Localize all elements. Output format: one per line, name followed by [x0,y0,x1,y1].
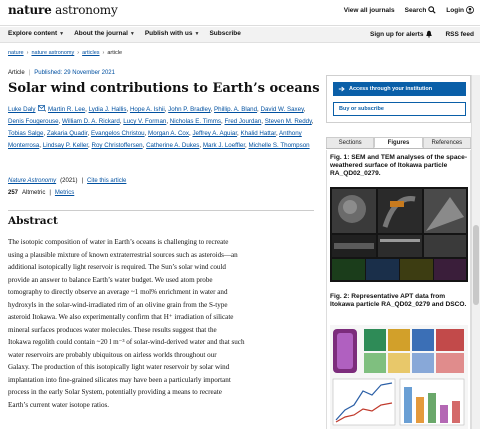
figure-1-caption[interactable]: Fig. 1: SEM and TEM analyses of the space-weathered surface of Itokawa particle RA_QD02_0279. [330,154,468,177]
journal-logo[interactable] [8,3,118,17]
author-link[interactable]: Lydia J. Hallis [88,106,127,113]
top-links [344,6,474,14]
author-separator: , [44,106,48,113]
author-link[interactable]: Denis Fougerouse [8,118,59,125]
author-separator: , [188,130,193,137]
author-link[interactable]: David W. Saxey [260,106,304,113]
publish-label: Publish with us [144,30,193,37]
tab-sections[interactable]: Sections [326,137,374,148]
author-link[interactable]: Evangelos Christou [90,130,145,137]
access-institution-button[interactable] [333,82,466,96]
nav-bar [0,27,480,43]
journal-name-link[interactable]: Nature Astronomy [8,178,57,184]
figures-panel [326,150,471,429]
scrollbar-thumb[interactable] [473,225,479,305]
logo-bold: nature [8,3,52,17]
access-box [326,75,471,123]
cite-article-link[interactable]: Cite this article [87,178,127,184]
abstract-line: Galaxy. The production of this isotopically light water reservoir by solar wind [8,363,230,371]
abstract-line: implantation into fine-grained silicates may have been a particularly important [8,375,231,384]
author-link[interactable]: Anthony Monterrosa [8,130,302,149]
breadcrumb-separator: › [77,50,80,56]
author-link[interactable]: Zakaria Quadir [46,130,88,137]
rss-label: RSS feed [445,30,474,38]
author-separator: , [126,106,130,113]
author-separator: , [164,106,169,113]
journal-year: (2021) [60,178,78,184]
author-link[interactable]: Michelle S. Thompson [248,142,310,149]
author-separator: , [237,130,241,137]
published-date: Published: 29 November 2021 [34,70,115,76]
meta-divider: | [49,190,51,196]
author-link[interactable]: Fred Jourdan [224,118,262,125]
journal-line [8,178,126,184]
author-link[interactable]: John P. Bradley [168,106,211,113]
author-link[interactable]: Nicholas E. Timms [169,118,222,125]
author-separator: , [87,130,91,137]
author-separator: , [58,118,63,125]
figure-2-thumbnail[interactable] [330,325,468,429]
abstract-line: additional isotopically light reservoir is required. The Sun’s solar wind could [8,263,226,271]
bell-icon [425,30,433,38]
figure-1-thumbnail[interactable] [330,187,468,282]
search-label: Search [404,6,427,14]
author-separator: , [88,142,92,149]
chevron-down-icon: ▼ [129,30,135,37]
nav-left [8,30,241,37]
article-meta [8,70,115,76]
about-label: About the journal [74,30,128,37]
search-button[interactable] [405,6,437,14]
abstract-line: asteroid Itokawa. We also experimentally confirm that H⁺ irradiation of silicate [8,313,234,321]
abstract-line: provide an answer to balance Earth’s water budget. We used atom probe [8,275,213,284]
search-icon [428,6,436,14]
breadcrumb-separator: › [26,50,29,56]
author-separator: , [245,142,249,149]
author-link[interactable]: Mark J. Loeffler [202,142,246,149]
author-separator: , [85,106,89,113]
tab-figures[interactable]: Figures [374,137,422,148]
abstract-line: The isotopic composition of water in Earth’s oceans is challenging to recreate [8,238,229,246]
author-separator: , [166,118,170,125]
explore-content-menu[interactable] [8,30,64,37]
abstract-divider [8,210,314,211]
author-link[interactable]: Catherine A. Dukes [146,142,200,149]
author-separator: , [257,106,261,113]
abstract-line: tomography to directly observe an average ~1 mol% enrichment in water and [8,288,228,296]
author-separator: , [311,118,314,125]
author-link[interactable]: Martin R. Lee [47,106,86,113]
author-link[interactable]: Morgan A. Cox [148,130,189,137]
author-link[interactable]: Jeffrey A. Aguiar [192,130,238,137]
article-type: Article [8,70,25,76]
breadcrumb-articles[interactable]: articles [82,50,100,56]
email-icon[interactable] [38,105,45,111]
author-separator: , [303,106,306,113]
author-link[interactable]: Roy Christoffersen [91,142,143,149]
abstract-line: process in the early Solar System, potentially providing a means to recreate [8,388,222,396]
signup-label: Sign up for alerts [370,30,424,38]
author-link[interactable]: Lindsay P. Keller [42,142,89,149]
author-link[interactable]: William D. A. Rickard [62,118,120,125]
breadcrumb-article: article [107,50,123,56]
author-link[interactable]: Phillip. A. Bland [214,106,258,113]
abstract-line: water reservoirs are probably ubiquitous on airless worlds throughout our [8,350,217,359]
author-link[interactable]: Tobias Salge [8,130,44,137]
author-separator: , [119,118,124,125]
author-separator: , [275,130,280,137]
author-separator: , [39,142,43,149]
signup-alerts-link[interactable] [370,30,433,38]
explore-label: Explore content [8,30,58,37]
breadcrumb-separator: › [102,50,105,56]
publish-menu[interactable] [145,30,200,37]
author-link[interactable]: Steven M. Reddy [264,118,312,125]
abstract-heading: Abstract [8,215,58,227]
altmetric-count: 257 [8,190,19,196]
chevron-down-icon: ▼ [59,30,65,37]
author-link[interactable]: Luke Daly [8,106,36,113]
author-link[interactable]: Hope A. Ishii [129,106,165,113]
view-all-journals-link[interactable] [344,7,395,14]
breadcrumb-nature-astronomy[interactable]: nature astronomy [31,50,75,56]
author-separator: , [221,118,225,125]
access-label: Access through your institution [349,86,433,92]
arrow-right-icon [338,85,346,93]
nav-right [370,30,474,38]
meta-divider: | [28,70,31,76]
rss-feed-link[interactable] [445,30,474,38]
article-title: Solar wind contributions to Earth’s oceans [8,81,320,96]
view-all-label: View all journals [343,6,395,14]
author-separator: , [142,142,147,149]
sidebar-tabs [326,137,471,149]
breadcrumb [8,50,122,56]
subscribe-link[interactable] [209,30,240,37]
buy-subscribe-button[interactable] [333,102,466,116]
login-button[interactable] [446,6,474,14]
tab-references[interactable]: References [423,137,471,148]
figure-2-caption[interactable]: Fig. 2: Representative APT data from Itokawa particle RA_QD02_0279 and DSCO. [330,293,467,308]
author-separator: , [43,130,47,137]
metrics-link[interactable]: Metrics [54,190,75,196]
about-journal-menu[interactable] [74,30,135,37]
author-separator: , [210,106,215,113]
login-label: Login [446,6,464,14]
abstract-text [8,236,317,411]
breadcrumb-nature[interactable]: nature [8,50,24,56]
altmetric-label[interactable]: Altmetric [22,190,46,196]
buy-label: Buy or subscribe [339,106,384,112]
author-link[interactable]: Lucy V. Forman [123,118,167,125]
abstract-line: Earth’s current water isotope ratios. [8,400,110,409]
logo-light: astronomy [51,3,118,17]
subscribe-label: Subscribe [209,30,241,37]
meta-divider: | [81,178,84,184]
chevron-down-icon: ▼ [194,30,200,37]
author-list [8,104,314,152]
metrics-line [8,190,74,196]
author-separator: , [199,142,203,149]
abstract-line: Itokawa regolith could contain ~20 l m⁻³ of solar-wind-derived water and that such [8,338,245,346]
abstract-line: hydroxyls in the solar-wind-irradiated rim of an olivine grain from the S-type [8,300,228,309]
top-bar [0,0,480,26]
author-link[interactable]: Khalid Hattar [240,130,276,137]
user-icon [466,6,474,14]
author-separator: , [261,118,265,125]
scrollbar[interactable] [471,75,480,429]
author-separator: , [144,130,149,137]
abstract-line: mineral surfaces produces water molecules. These results suggest that the [8,325,217,334]
abstract-line: using a plausible mixture of known extraterrestrial sources such as asteroids—an [8,250,238,259]
